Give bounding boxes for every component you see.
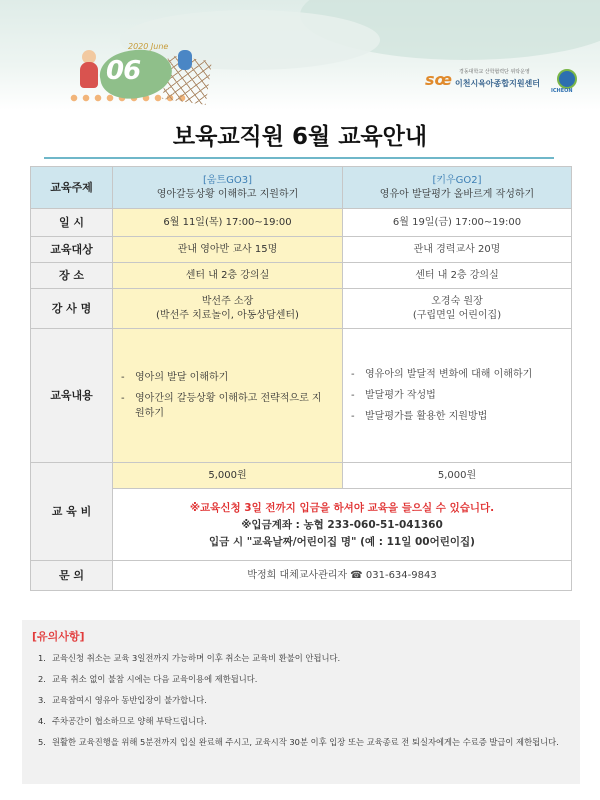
row-label: 강 사 명 <box>31 289 113 329</box>
lecturer-a <box>113 289 343 329</box>
fee-b: 5,000원 <box>343 463 572 489</box>
lecturer-b-name: 오경숙 원장 <box>431 295 483 307</box>
table-row <box>31 329 572 463</box>
theme-b-cell <box>343 167 572 209</box>
table-row <box>31 237 572 263</box>
fee-warning: ※교육신청 3일 전까지 입금을 하셔야 교육을 들으실 수 있습니다. <box>189 501 495 514</box>
year-label: 2020 <box>128 42 149 51</box>
content-b-list <box>349 367 565 424</box>
row-label: 일 시 <box>31 209 113 237</box>
page-title: 보육교직원 6월 교육안내 <box>172 124 428 150</box>
list-item: 5. 원활한 교육진행을 위해 5분전까지 입실 완료해 주시고, 교육시작 30분 이후 입장 또는 교육종료 전 퇴실자에게는 수료증 발급이 제한됩니다. <box>38 737 559 747</box>
inquiry-contact: 박정희 대체교사관리자 ☎ 031-634-9843 <box>113 561 572 591</box>
notice-text: 교육신청 취소는 교육 3일전까지 가능하며 이후 취소는 교육비 환불이 안됩니다. <box>52 653 341 663</box>
org-logo <box>425 66 595 96</box>
list-item: - 영아간의 갈등상황 이해하고 전략적으로 지원하기 <box>119 391 326 421</box>
list-item: 4. 주차공간이 협소하므로 양해 부탁드립니다. <box>38 716 207 726</box>
content-a <box>113 329 343 463</box>
list-item: 3. 교육참여시 영유아 동반입장이 불가합니다. <box>38 695 207 705</box>
month-number: 06 <box>106 56 141 86</box>
list-item: 1. 교육신청 취소는 교육 3일전까지 가능하며 이후 취소는 교육비 환불이 안됩니다. <box>38 653 341 663</box>
notice-box <box>22 620 580 784</box>
target-a: 관내 영아반 교사 15명 <box>113 237 343 263</box>
header-banner <box>0 0 600 110</box>
logo-mark-icon: sœ <box>425 70 453 89</box>
education-info-table <box>30 166 572 591</box>
org-name-en: ICHEON <box>551 88 573 94</box>
place-a: 센터 내 2층 강의실 <box>113 263 343 289</box>
place-b: 센터 내 2층 강의실 <box>343 263 572 289</box>
content-b <box>343 329 572 463</box>
notice-text: 교육참여시 영유아 동반입장이 불가합니다. <box>52 695 207 705</box>
theme-b-text: 영유아 발달평가 올바르게 작성하기 <box>379 188 535 200</box>
table-row <box>31 209 572 237</box>
fee-deposit-note: 입금 시 "교육날짜/어린이집 명" (예 : 11일 00어린이집) <box>209 535 475 548</box>
lecturer-b-affil: (구립면일 어린이집) <box>412 309 502 321</box>
fee-details <box>113 489 572 561</box>
notice-text: 주차공간이 협소하므로 양해 부탁드립니다. <box>52 716 207 726</box>
row-label: 교육내용 <box>31 329 113 463</box>
child-illustration <box>178 50 192 70</box>
theme-a-cell <box>113 167 343 209</box>
month-label: June <box>150 42 169 51</box>
row-label: 문 의 <box>31 561 113 591</box>
lecturer-a-name: 박선주 소장 <box>201 295 254 307</box>
theme-a-text: 영아갈등상황 이해하고 지원하기 <box>156 188 299 200</box>
notice-list <box>38 650 568 755</box>
row-label: 교육대상 <box>31 237 113 263</box>
table-row <box>31 167 572 209</box>
theme-b-tag: [키우GO2] <box>432 174 482 186</box>
list-item: - 영유아의 발달적 변화에 대해 이해하기 <box>349 367 565 382</box>
table-row <box>31 263 572 289</box>
content-a-list <box>119 370 326 421</box>
child-illustration <box>80 62 98 88</box>
org-name: 이천시육아종합지원센터 <box>455 79 541 88</box>
row-label: 장 소 <box>31 263 113 289</box>
theme-a-tag: [움트GO3] <box>202 174 253 186</box>
fee-account: ※입금계좌 : 농협 233-060-51-041360 <box>241 518 443 531</box>
list-item: - 발달평가 작성법 <box>349 388 565 403</box>
lecturer-a-affil: (박선주 치료놀이, 아동상담센터) <box>156 309 299 321</box>
year-month-label <box>128 42 168 51</box>
list-item: 2. 교육 취소 없이 불참 시에는 다음 교육이용에 제한됩니다. <box>38 674 258 684</box>
table-row <box>31 561 572 591</box>
datetime-b: 6월 19일(금) 17:00~19:00 <box>343 209 572 237</box>
notice-title: [유의사항] <box>32 630 85 643</box>
table-row <box>31 289 572 329</box>
datetime-a: 6월 11일(목) 17:00~19:00 <box>113 209 343 237</box>
table-row <box>31 489 572 561</box>
row-label: 교 육 비 <box>31 463 113 561</box>
lecturer-b <box>343 289 572 329</box>
table-row <box>31 463 572 489</box>
list-item: - 영아의 발달 이해하기 <box>119 370 326 385</box>
org-tagline: 경동대학교 산학협력단 위탁운영 <box>459 69 530 75</box>
notice-text: 교육 취소 없이 불참 시에는 다음 교육이용에 제한됩니다. <box>52 674 258 684</box>
notice-text: 원활한 교육진행을 위해 5분전까지 입실 완료해 주시고, 교육시작 30분 이후 입장 또는 교육종료 전 퇴실자에게는 수료증 발급이 제한됩니다. <box>52 737 559 747</box>
title-divider <box>44 157 554 159</box>
list-item: - 발달평가를 활용한 지원방법 <box>349 409 565 424</box>
target-b: 관내 경력교사 20명 <box>343 237 572 263</box>
row-label: 교육주제 <box>31 167 113 209</box>
fee-a: 5,000원 <box>113 463 343 489</box>
city-emblem-icon <box>557 69 577 89</box>
